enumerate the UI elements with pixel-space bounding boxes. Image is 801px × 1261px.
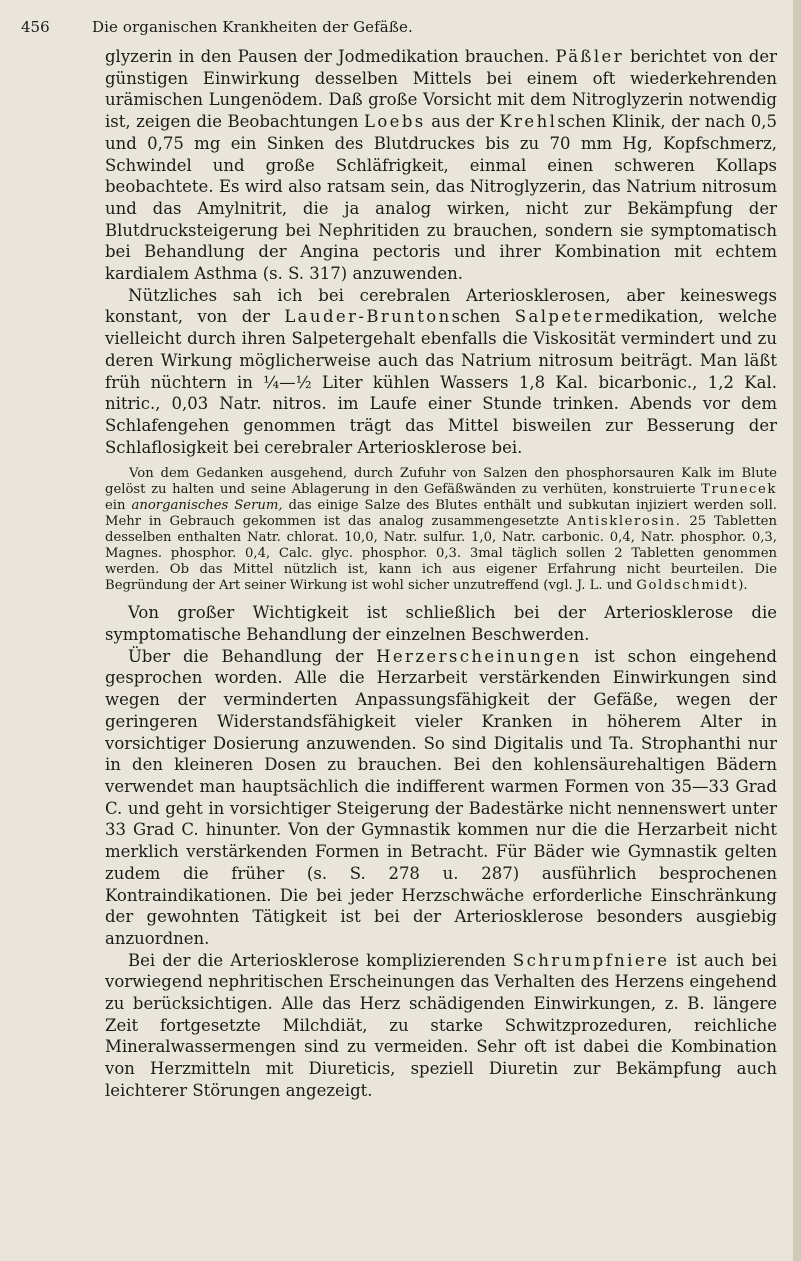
text-run: berichtet von der günstigen Einwirkung desselben Mittels bei einem oft wiederkehrenden urämischen Lungenödem. Daß große Vorsicht mit dem Nitroglyzerin notwendig ist, zeigen die Beobachtungen — [105, 47, 777, 132]
author-name: Lauder-Brunton — [284, 307, 452, 327]
text-run: Nützliches sah ich bei cerebralen Arteriosklerosen, aber keineswegs konstant, von der — [105, 285, 777, 327]
text-run: 25 Tabletten desselben enthalten Natr. chlorat. 10,0, Natr. sulfur. 1,0, Natr. carbonic. 0,4, Natr. phosphor. 0,3, Magnes. phosphor. 0,4, Calc. glyc. phosphor. 0,3. 3mal täglich sollen 2 Tabletten genommen werden. Ob das Mittel nützlich ist, kann ich aus eigener Erfahrung nicht beurteilen. Die Begründung der Art seiner Wirkung ist wohl sicher unzutreffend (vgl. J. L. und — [105, 514, 777, 594]
running-head: Die organischen Krankheiten der Gefäße. — [92, 18, 413, 36]
author-name: Päßler — [555, 47, 624, 66]
author-name: Loebs — [363, 112, 426, 132]
text-run: schen — [451, 307, 515, 327]
emphasized-term: Antisklerosin. — [566, 514, 682, 530]
author-name: Trunecek — [701, 482, 777, 498]
paragraph-salpeter-medication — [105, 285, 777, 459]
page-number: 456 — [21, 18, 50, 36]
author-name: Goldschmidt — [636, 578, 739, 594]
text-run: Bei der die Arteriosklerose komplizierenden — [128, 950, 513, 970]
paragraph-heart-symptoms — [105, 646, 777, 950]
paragraph-antisklerosin-smallprint — [105, 466, 777, 594]
paragraph-symptomatic-treatment — [105, 602, 777, 645]
text-run: glyzerin in den Pausen der Jodmedikation brauchen. — [105, 47, 556, 66]
text-run: ist auch bei vorwiegend nephritischen Erscheinungen das Verhalten des Herzens eingehend zu berücksichtigen. Alle das Herz schädigenden Einwirkungen, z. B. längere Zeit fortgesetzte Milchdiät, zu starke Schwitzprozeduren, reichliche Mineralwassermengen sind zu vermeiden. Sehr oft ist dabei die Kombination von Herzmitteln mit Diureticis, speziell Diuretin zur Bekämpfung auch leichterer Störungen angezeigt. — [105, 950, 778, 1100]
page-header — [0, 10, 801, 40]
text-run: ). — [738, 578, 748, 594]
text-run: Über die Behandlung der — [128, 646, 377, 666]
text-run: das einige Salze des Blutes enthält und subkutan injiziert werden soll. Mehr in Gebrauch gekommen ist das analog zusammengesetzte — [105, 498, 778, 530]
page-edge-shadow — [793, 0, 801, 1261]
emphasized-term: Herzerscheinungen — [376, 646, 582, 666]
text-run: medikation, welche vielleicht durch ihren Salpetergehalt ebenfalls die Viskosität vermindert und zu deren Wirkung möglicherweise auch das Natrium nitrosum beiträgt. Man läßt früh nüchtern in ¼—½ Liter kühlen Wassers 1,8 Kal. bicarbonic., 1,2 Kal. nitric., 0,03 Natr. nitros. im Laufe einer Stunde trinken. Abends vor dem Schlafengehen genommen trägt das Mittel bisweilen zur Besserung der Schlaflosigkeit bei cerebraler Arteriosklerose bei. — [105, 307, 777, 457]
author-name: Krehl — [499, 112, 558, 132]
text-run: ein — [105, 498, 132, 514]
text-run: ist schon eingehend gesprochen worden. Alle die Herzarbeit verstärkenden Einwirkungen sind wegen der verminderten Anpassungsfähigkeit der Gefäße, wegen der geringeren Widerstandsfähigkeit vieler Kranken in höherem Alter in vorsichtiger Dosierung anzuwenden. So sind Digitalis und Ta. Strophanthi nur in den kleineren Dosen zu brauchen. Bei den kohlensäurehaltigen Bädern verwendet man hauptsächlich die indifferent warmen Formen von 35—33 Grad C. und geht in vorsichtiger Steigerung der Badestärke nicht nennenswert unter 33 Grad C. hinunter. Von der Gymnastik kommen nur die die Herzarbeit nicht merklich verstärkenden Formen in Betracht. Für Bäder wie Gymnastik gelten zudem die früher (s. S. 278 u. 287) ausführlich besprochenen Kontraindikationen. Die bei jeder Herzschwäche erforderliche Einschränkung der gewohnten Tätigkeit ist bei der Arteriosklerose besonders ausgiebig anzuordnen. — [105, 646, 777, 948]
paragraph-nitroglycerin — [105, 46, 777, 285]
text-run: Von dem Gedanken ausgehend, durch Zufuhr von Salzen den phosphorsauren Kalk im Blute gelöst zu halten und seine Ablagerung in den Gefäßwänden zu verhüten, konstruierte — [105, 466, 777, 498]
emphasized-term: Salpeter — [514, 307, 605, 327]
paragraph-schrumpfniere — [105, 950, 777, 1102]
text-run: Von großer Wichtigkeit ist schließlich bei der Arteriosklerose die symptomatische Behandlung der einzelnen Beschwerden. — [105, 603, 777, 645]
emphasized-term: Schrumpfniere — [512, 950, 670, 970]
emphasized-term: anorganisches Serum, — [131, 498, 283, 514]
text-run: aus der — [425, 112, 500, 132]
text-run: schen Klinik, der nach 0,5 und 0,75 mg ein Sinken des Blutdruckes bis zu 70 mm Hg, Kopfschmerz, Schwindel und große Schläfrigkeit, einmal einen schweren Kollaps beobachtete. Es wird also ratsam sein, das Nitroglyzerin, das Natrium nitrosum und das Amylnitrit, die ja analog wirken, nicht zur Bekämpfung der Blutdrucksteigerung bei Nephritiden zu brauchen, sondern sie symptomatisch bei Behandlung der Angina pectoris und ihrer Kombination mit echtem kardialem Asthma (s. S. 317) anzuwenden. — [105, 112, 777, 284]
